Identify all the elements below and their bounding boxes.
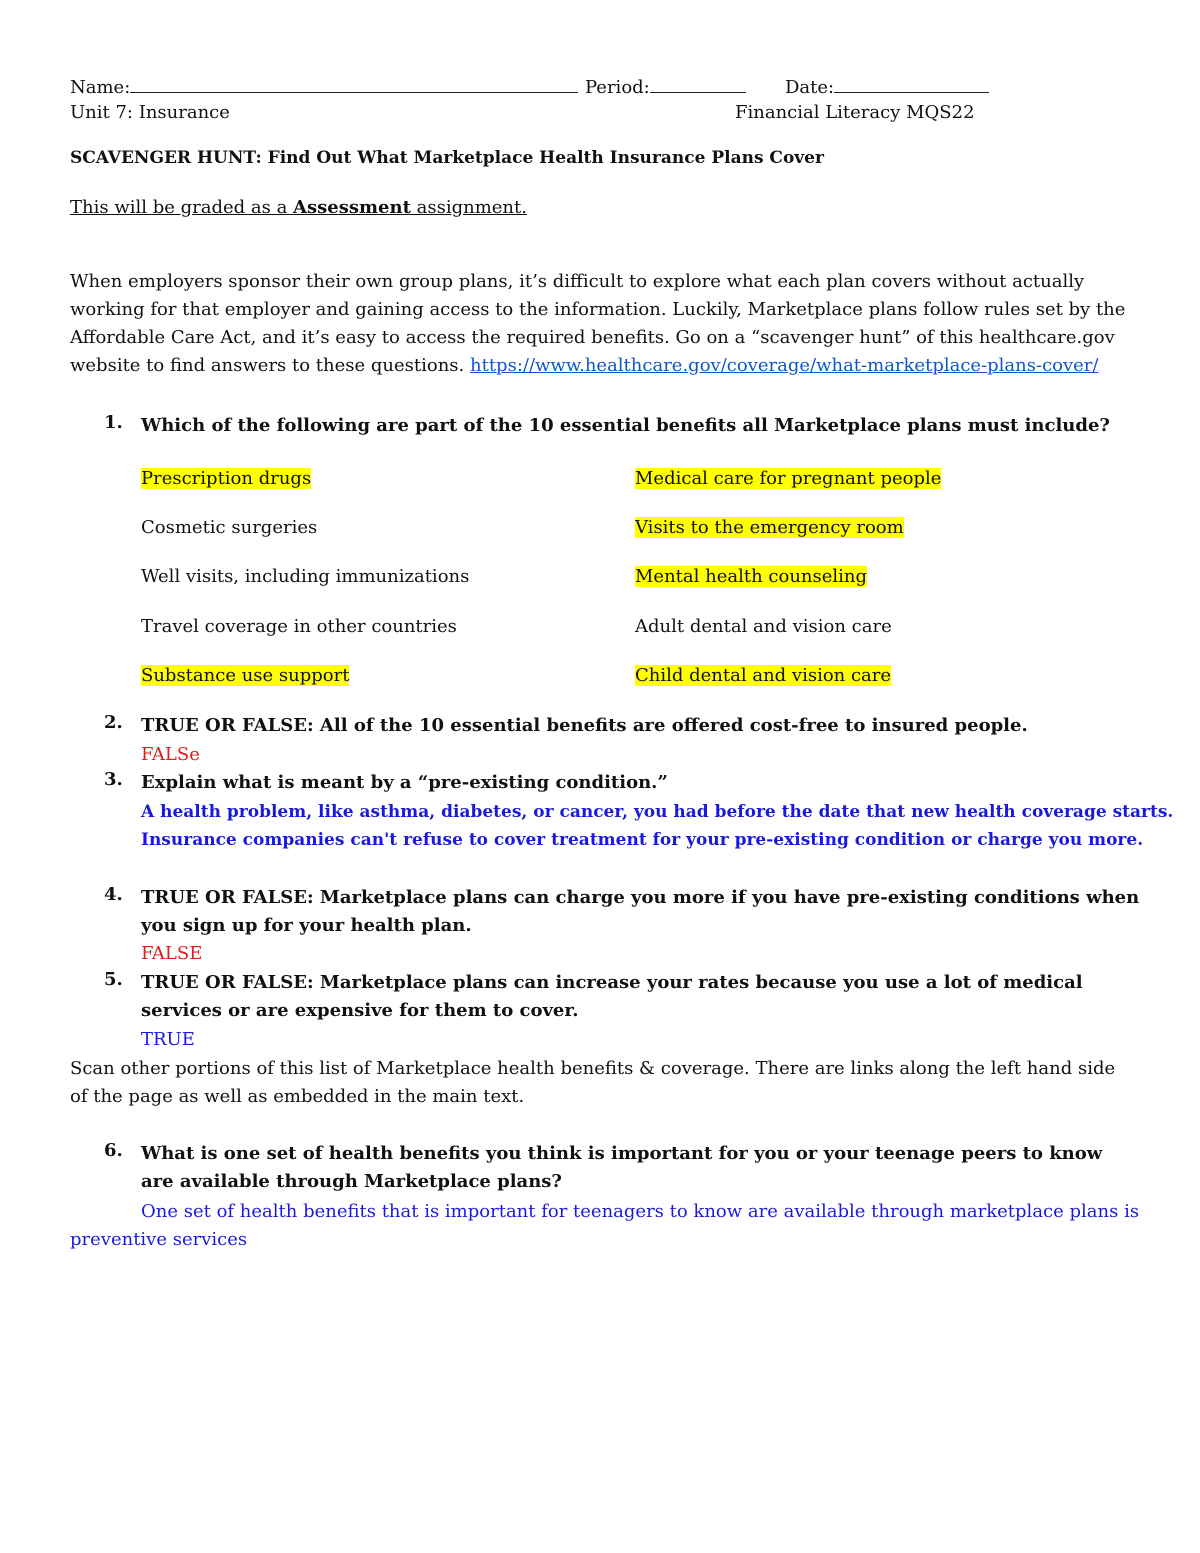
question-text: Which of the following are part of the 10 essential benefits all Marketplace plans must include? [141, 415, 1110, 436]
name-blank[interactable] [130, 72, 578, 93]
option-mental-health [635, 563, 867, 591]
option-child-dental [635, 662, 891, 690]
answer-line-1: A health problem, like asthma, diabetes, or cancer, you had before the date that new health coverage starts. [141, 802, 1174, 822]
grading-prefix: This will be graded as a [70, 197, 294, 218]
question-number: 6. [104, 1140, 123, 1161]
grading-suffix: assignment. [410, 197, 527, 218]
date-blank[interactable] [834, 72, 989, 93]
period-label: Period: [585, 77, 650, 98]
answer-text: FALSe [141, 744, 200, 765]
name-label: Name: [70, 77, 131, 98]
name-field [70, 72, 578, 102]
healthcare-link[interactable]: https://www.healthcare.gov/coverage/what-marketplace-plans-cover/ [470, 355, 1099, 376]
grading-type: Assessment [293, 197, 411, 218]
answer-line-2: Insurance companies can't refuse to cover treatment for your pre-existing condition or charge you more. [141, 830, 1144, 850]
intro-text: When employers sponsor their own group plans, it’s difficult to explore what each plan covers without actually working for that employer and gaining access to the information. Luckily, Marketplace plans follow rules set by the Affordable Care Act, and it’s easy to access the required benefits. Go on a “scavenger hunt” of this healthcare.gov website to find answers to these questions. [70, 271, 1126, 376]
question-text: TRUE OR FALSE: All of the 10 essential benefits are offered cost-free to insured people. [141, 715, 1028, 736]
option-label: Cosmetic surgeries [141, 517, 318, 538]
period-blank[interactable] [650, 72, 746, 93]
option-prescription-drugs [141, 465, 311, 493]
answer-line-2: preventive services [70, 1229, 248, 1250]
question-number: 3. [104, 769, 123, 790]
question-text: What is one set of health benefits you think is important for you or your teenage peers to know are available through Marketplace plans? [141, 1143, 1103, 1192]
question-number: 4. [104, 884, 123, 905]
date-label: Date: [785, 77, 835, 98]
intro-paragraph [70, 268, 1130, 380]
option-travel-coverage [141, 613, 457, 641]
option-label: Mental health counseling [635, 566, 868, 587]
answer-line-1: One set of health benefits that is important for teenagers to know are available through marketplace plans is [141, 1201, 1140, 1222]
question-text: TRUE OR FALSE: Marketplace plans can charge you more if you have pre-existing conditions when you sign up for your health plan. [141, 887, 1140, 936]
option-label: Substance use support [141, 665, 350, 686]
option-adult-dental [635, 613, 892, 641]
option-label: Travel coverage in other countries [141, 616, 457, 637]
question-text: Explain what is meant by a “pre-existing condition.” [141, 772, 668, 793]
option-label: Child dental and vision care [635, 665, 892, 686]
question-number: 5. [104, 969, 123, 990]
page-title: SCAVENGER HUNT: Find Out What Marketplace Health Insurance Plans Cover [70, 148, 824, 168]
scan-note: Scan other portions of this list of Marketplace health benefits & coverage. There are links along the left hand side of the page as well as embedded in the main text. [70, 1058, 1116, 1107]
option-label: Well visits, including immunizations [141, 566, 470, 587]
option-emergency-room [635, 514, 904, 542]
option-label: Visits to the emergency room [635, 517, 904, 538]
unit-label: Unit 7: Insurance [70, 102, 230, 123]
option-label: Prescription drugs [141, 468, 312, 489]
option-cosmetic-surgeries [141, 514, 317, 542]
course-label: Financial Literacy MQS22 [735, 102, 975, 123]
question-number: 1. [104, 412, 123, 433]
period-field [585, 72, 746, 102]
option-label: Medical care for pregnant people [635, 468, 942, 489]
question-text: TRUE OR FALSE: Marketplace plans can increase your rates because you use a lot of medical services or are expensive for them to cover. [141, 972, 1083, 1021]
option-pregnancy-care [635, 465, 941, 493]
answer-text: FALSE [141, 943, 203, 964]
option-substance-use [141, 662, 349, 690]
question-number: 2. [104, 712, 123, 733]
grading-note [70, 194, 527, 222]
date-field [785, 72, 989, 102]
option-label: Adult dental and vision care [635, 616, 892, 637]
option-well-visits [141, 563, 469, 591]
answer-text: TRUE [141, 1029, 195, 1050]
